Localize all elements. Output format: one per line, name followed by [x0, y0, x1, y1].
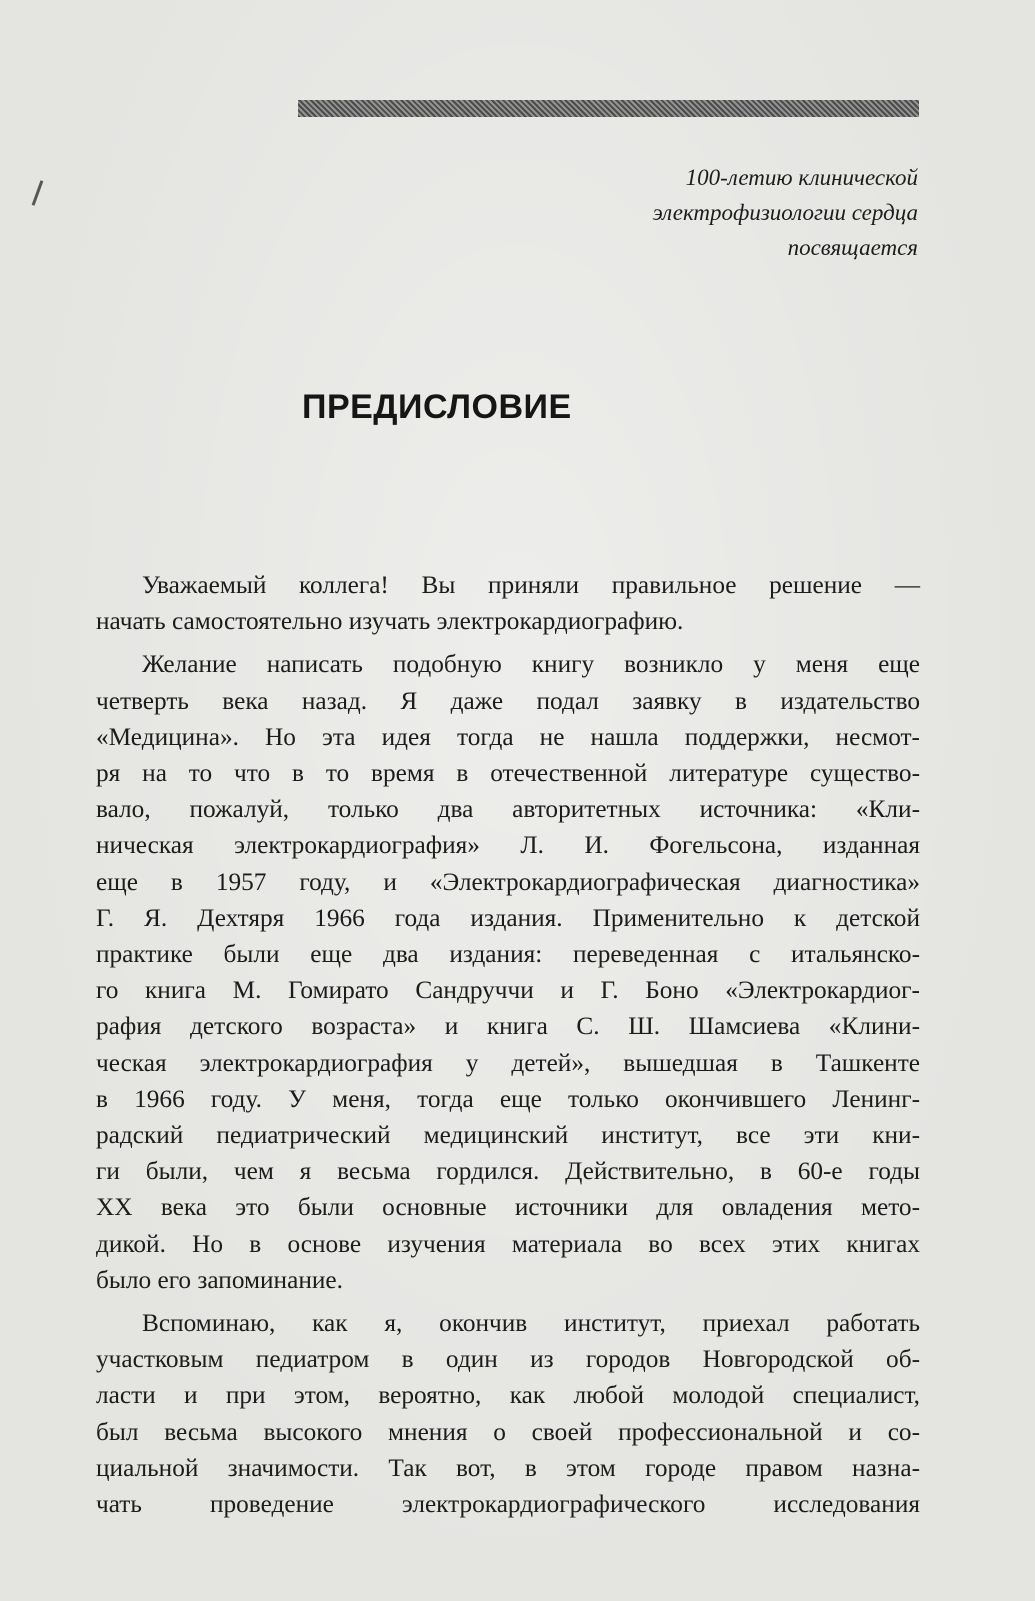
- text-line: четверть века назад. Я даже подал заявку в издательство: [96, 686, 920, 715]
- body-text: [96, 567, 920, 1522]
- text-line: было его запоминание.: [96, 1265, 343, 1294]
- text-line: дикой. Но в основе изучения материала во всех этих книгах: [96, 1229, 920, 1258]
- text-line: циальной значимости. Так вот, в этом городе правом назна-: [96, 1453, 920, 1482]
- text-line: ря на то что в то время в отечественной литературе существо-: [96, 759, 920, 788]
- text-line: радский педиатрический медицинский институт, все эти кни-: [96, 1121, 920, 1150]
- text-line: ческая электрокардиография у детей», вышедшая в Ташкенте: [96, 1048, 920, 1077]
- text-line: рафия детского возраста» и книга С. Ш. Шамсиева «Клини-: [96, 1012, 920, 1041]
- dedication: [418, 160, 918, 265]
- pencil-mark: [32, 180, 44, 205]
- text-line: «Медицина». Но эта идея тогда не нашла поддержки, несмот-: [96, 722, 920, 751]
- text-line: вало, пожалуй, только два авторитетных источника: «Кли-: [96, 795, 920, 824]
- text-line: Желание написать подобную книгу возникло у меня еще: [142, 650, 920, 679]
- paragraph: [96, 1305, 920, 1522]
- text-line: Уважаемый коллега! Вы приняли правильное решение —: [142, 571, 920, 599]
- decorative-header-bar: [298, 100, 919, 117]
- text-line: ласти и при этом, вероятно, как любой молодой специалист,: [96, 1381, 920, 1410]
- dedication-line: электрофизиологии сердца: [652, 200, 918, 225]
- paragraph: [96, 567, 920, 639]
- text-line: го книга М. Гомирато Сандруччи и Г. Боно «Электрокардиог-: [96, 976, 920, 1005]
- text-line: ги были, чем я весьма гордился. Действительно, в 60-е годы: [96, 1157, 920, 1186]
- text-line: ническая электрокардиография» Л. И. Фогельсона, изданная: [96, 831, 920, 860]
- text-line: Вспоминаю, как я, окончив институт, приехал работать: [142, 1309, 920, 1338]
- text-line: XX века это были основные источники для овладения мето-: [96, 1193, 920, 1222]
- paragraph: [96, 646, 920, 1298]
- text-line: чать проведение электрокардиографического исследования: [96, 1490, 920, 1519]
- text-line: Г. Я. Дехтяря 1966 года издания. Применительно к детской: [96, 903, 920, 932]
- dedication-line: 100-летию клинической: [685, 165, 918, 190]
- text-line: был весьма высокого мнения о своей профессиональной и со-: [96, 1417, 920, 1446]
- text-line: начать самостоятельно изучать электрокардиографию.: [96, 607, 684, 636]
- text-line: практике были еще два издания: переведенная с итальянско-: [96, 940, 920, 969]
- dedication-line: посвящается: [787, 235, 918, 260]
- text-line: еще в 1957 году, и «Электрокардиографическая диагностика»: [96, 867, 920, 896]
- text-line: в 1966 году. У меня, тогда еще только окончившего Ленинг-: [96, 1084, 920, 1113]
- chapter-heading: ПРЕДИСЛОВИЕ: [302, 388, 572, 426]
- text-line: участковым педиатром в один из городов Новгородской об-: [96, 1345, 920, 1374]
